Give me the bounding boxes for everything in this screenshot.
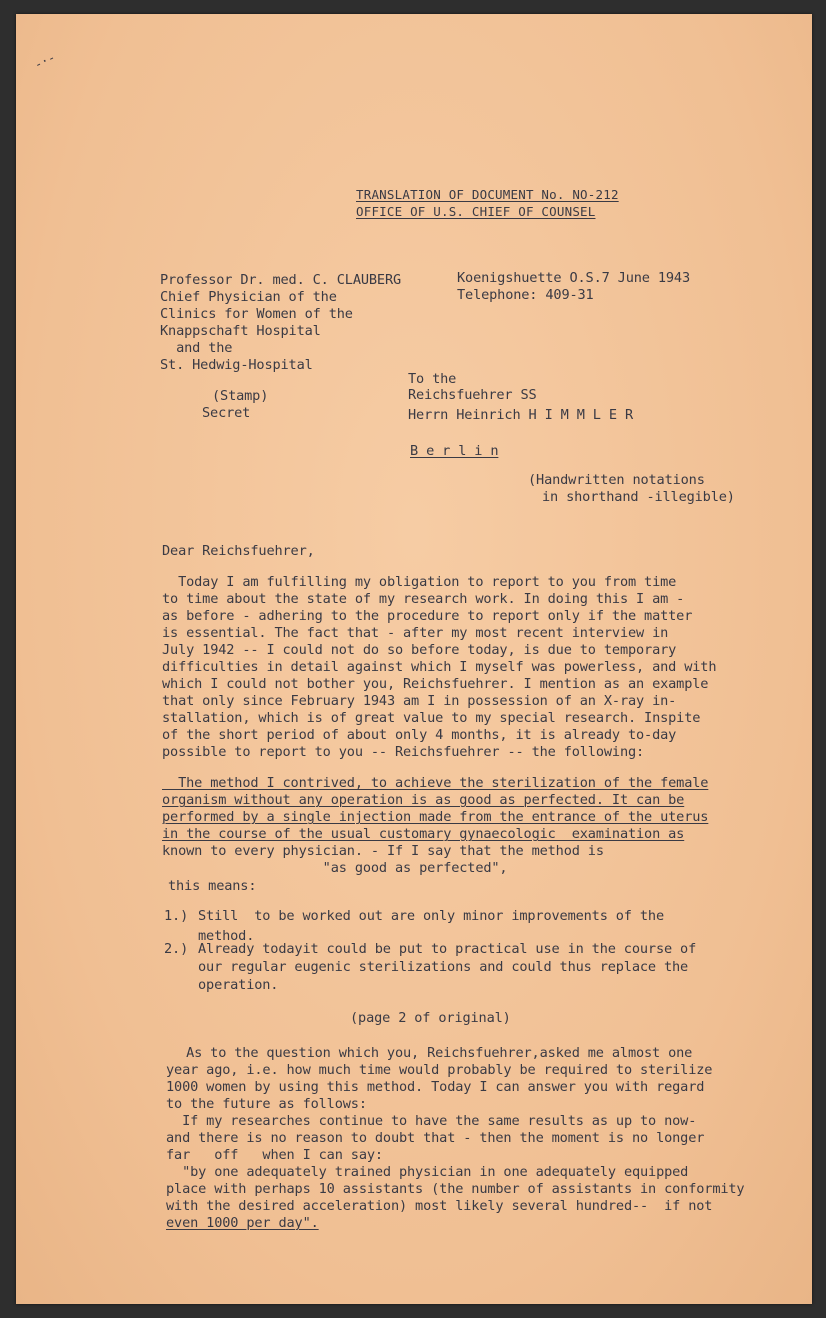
item-line: method. bbox=[198, 928, 255, 944]
text-line: "as good as perfected", bbox=[162, 860, 508, 876]
salutation: Dear Reichsfuehrer, bbox=[162, 543, 315, 559]
text-line-underlined: The method I contrived, to achieve the sterilization of the female bbox=[162, 775, 709, 791]
text-line: difficulties in detail against which I myself was powerless, and with bbox=[162, 659, 717, 675]
text-line: which I could not bother you, Reichsfuehrer. I mention as an example bbox=[162, 676, 709, 692]
place-date: Koenigshuette O.S.7 June 1943 bbox=[457, 270, 690, 286]
text-line: as before - adhering to the procedure to report only if the matter bbox=[162, 608, 693, 624]
text-line: Today I am fulfilling my obligation to report to you from time bbox=[162, 574, 677, 590]
text-line: known to every physician. - If I say that the method is bbox=[162, 843, 604, 859]
item-number: 2.) bbox=[164, 941, 189, 957]
text-line: 1000 women by using this method. Today I can answer you with regard bbox=[166, 1079, 705, 1095]
item-line: Still to be worked out are only minor improvements of the bbox=[198, 908, 664, 924]
item-line: Already todayit could be put to practical use in the course of bbox=[198, 941, 697, 957]
ink-mark: -·- bbox=[32, 50, 58, 72]
text-line: "by one adequately trained physician in one adequately equipped bbox=[166, 1164, 689, 1180]
text-line: with the desired acceleration) most likely several hundred-- if not bbox=[166, 1198, 713, 1214]
header-title: TRANSLATION OF DOCUMENT No. NO-212 bbox=[356, 187, 619, 202]
text-line-underlined: organism without any operation is as good as perfected. It can be bbox=[162, 792, 685, 808]
this-means: this means: bbox=[168, 878, 257, 894]
text-line-underlined: even 1000 per day". bbox=[166, 1215, 319, 1231]
text-line: possible to report to you -- Reichsfuehrer -- the following: bbox=[162, 744, 645, 760]
sender-line: Clinics for Women of the bbox=[160, 306, 353, 322]
text-line: year ago, i.e. how much time would probably be required to sterilize bbox=[166, 1062, 713, 1078]
item-line: our regular eugenic sterilizations and could thus replace the bbox=[198, 959, 689, 975]
handwritten-note: (Handwritten notations bbox=[528, 472, 705, 488]
recipient-city: B e r l i n bbox=[410, 443, 499, 459]
text-line: and there is no reason to doubt that - then the moment is no longer bbox=[166, 1130, 705, 1146]
recipient-surname: H I M M L E R bbox=[528, 407, 633, 423]
text-line: stallation, which is of great value to my special research. Inspite bbox=[162, 710, 701, 726]
text-line-underlined: performed by a single injection made from the entrance of the uterus bbox=[162, 809, 709, 825]
sender-line: St. Hedwig-Hospital bbox=[160, 357, 313, 373]
text-line: far off when I can say: bbox=[166, 1147, 383, 1163]
sender-line: and the bbox=[160, 340, 233, 356]
text-line-underlined: in the course of the usual customary gynaecologic examination as bbox=[162, 826, 685, 842]
sender-line: Chief Physician of the bbox=[160, 289, 337, 305]
sender-line: Professor Dr. med. C. CLAUBERG bbox=[160, 272, 402, 288]
text-line: is essential. The fact that - after my most recent interview in bbox=[162, 625, 669, 641]
text-line: of the short period of about only 4 months, it is already to-day bbox=[162, 727, 677, 743]
text-line: to the future as follows: bbox=[166, 1096, 367, 1112]
recipient-rank: Reichsfuehrer SS bbox=[408, 387, 537, 403]
recipient-to: To the bbox=[408, 371, 457, 387]
item-number: 1.) bbox=[164, 908, 189, 924]
handwritten-note: in shorthand -illegible) bbox=[542, 489, 735, 505]
text-line: If my researches continue to have the same results as up to now- bbox=[166, 1113, 697, 1129]
text-line: July 1942 -- I could not do so before today, is due to temporary bbox=[162, 642, 677, 658]
text-line: place with perhaps 10 assistants (the number of assistants in conformity bbox=[166, 1181, 745, 1197]
sender-line: Knappschaft Hospital bbox=[160, 323, 321, 339]
text-line: that only since February 1943 am I in possession of an X-ray in- bbox=[162, 693, 677, 709]
item-line: operation. bbox=[198, 977, 279, 993]
recipient-name bbox=[408, 407, 633, 424]
telephone: Telephone: 409-31 bbox=[457, 287, 594, 303]
text-line: to time about the state of my research work. In doing this I am - bbox=[162, 591, 685, 607]
header-office: OFFICE OF U.S. CHIEF OF COUNSEL bbox=[356, 204, 596, 219]
recipient-name-prefix: Herrn Heinrich bbox=[408, 407, 521, 423]
secret-label: Secret bbox=[202, 405, 251, 421]
document-page bbox=[16, 14, 812, 1304]
stamp-label: (Stamp) bbox=[212, 388, 269, 404]
text-line: As to the question which you, Reichsfuehrer,asked me almost one bbox=[170, 1045, 693, 1061]
page-note: (page 2 of original) bbox=[350, 1010, 511, 1026]
